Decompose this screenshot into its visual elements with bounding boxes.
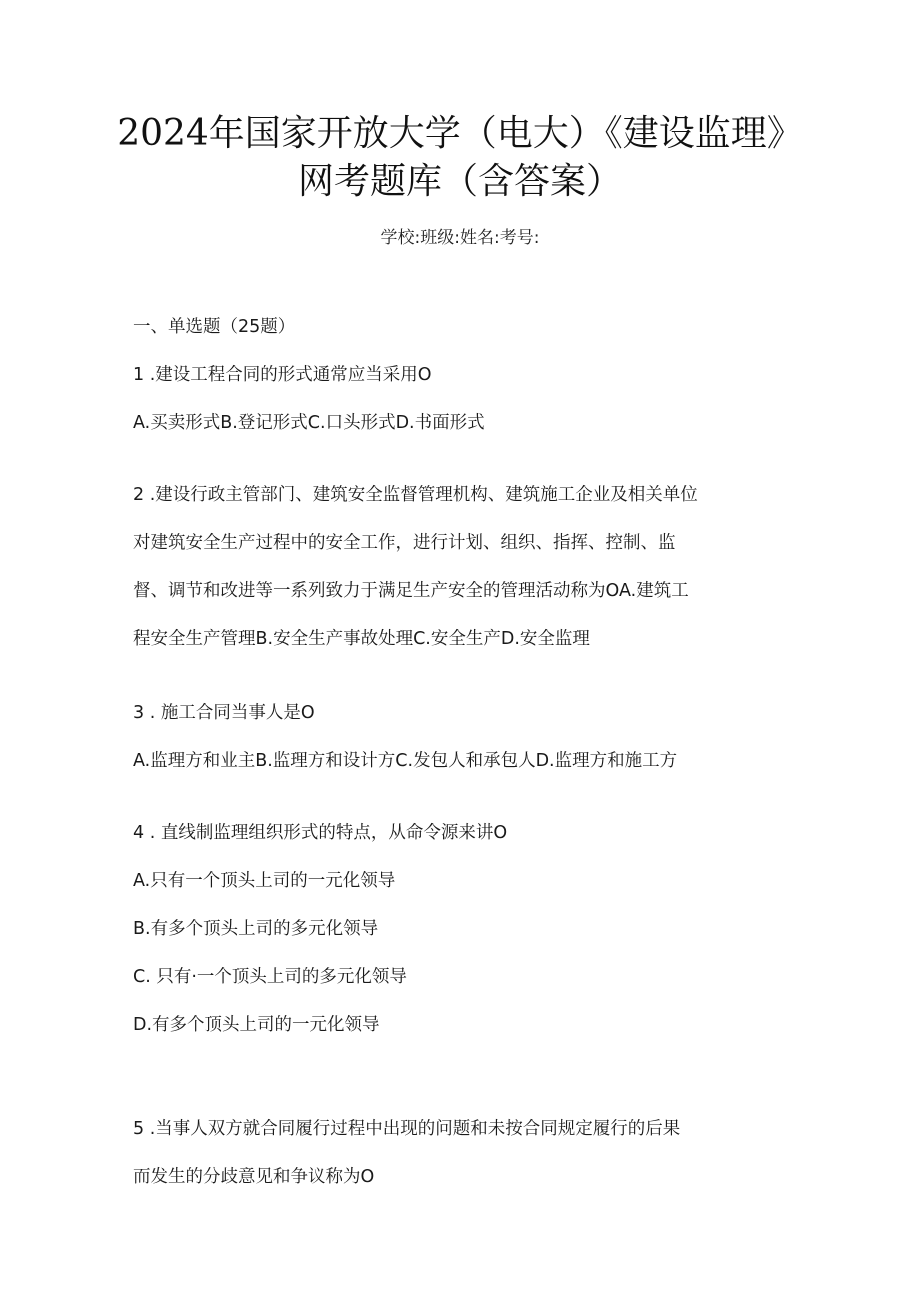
section-heading: 一、单选题（25题） [133,317,296,337]
question-2-line-1: 2 .建设行政主管部门、建筑安全监督管理机构、建筑施工企业及相关单位 [133,485,698,505]
question-5-line-1: 5 .当事人双方就合同履行过程中出现的问题和未按合同规定履行的后果 [133,1119,681,1139]
question-1-options: A.买卖形式B.登记形式C.口头形式D.书面形式 [133,413,485,433]
question-2-line-2: 对建筑安全生产过程中的安全工作，进行计划、组织、指挥、控制、监 [133,533,676,553]
document-title-line-1: 2024年国家开放大学（电大）《建设监理》 [117,113,803,154]
question-4-option-a: A.只有一个顶头上司的一元化领导 [133,871,396,891]
question-4-option-b: B.有多个顶头上司的多元化领导 [133,919,379,939]
question-4-stem: 4 . 直线制监理组织形式的特点，从命令源来讲O [133,823,508,843]
question-2-line-3: 督、调节和改进等一系列致力于满足生产安全的管理活动称为OA.建筑工 [133,581,689,601]
question-3-options: A.监理方和业主B.监理方和设计方C.发包人和承包人D.监理方和施工方 [133,751,678,771]
question-2-line-4: 程安全生产管理B.安全生产事故处理C.安全生产D.安全监理 [133,629,590,649]
student-info-line: 学校:班级:姓名:考号: [380,228,540,248]
question-3-stem: 3 . 施工合同当事人是O [133,703,315,723]
question-4-option-c: C. 只有·一个顶头上司的多元化领导 [133,967,407,987]
question-5-line-2: 而发生的分歧意见和争议称为O [133,1167,375,1187]
question-4-option-d: D.有多个顶头上司的一元化领导 [133,1015,380,1035]
document-title-line-2: 网考题库（含答案） [297,161,622,202]
question-1-stem: 1 .建设工程合同的形式通常应当采用O [133,365,432,385]
